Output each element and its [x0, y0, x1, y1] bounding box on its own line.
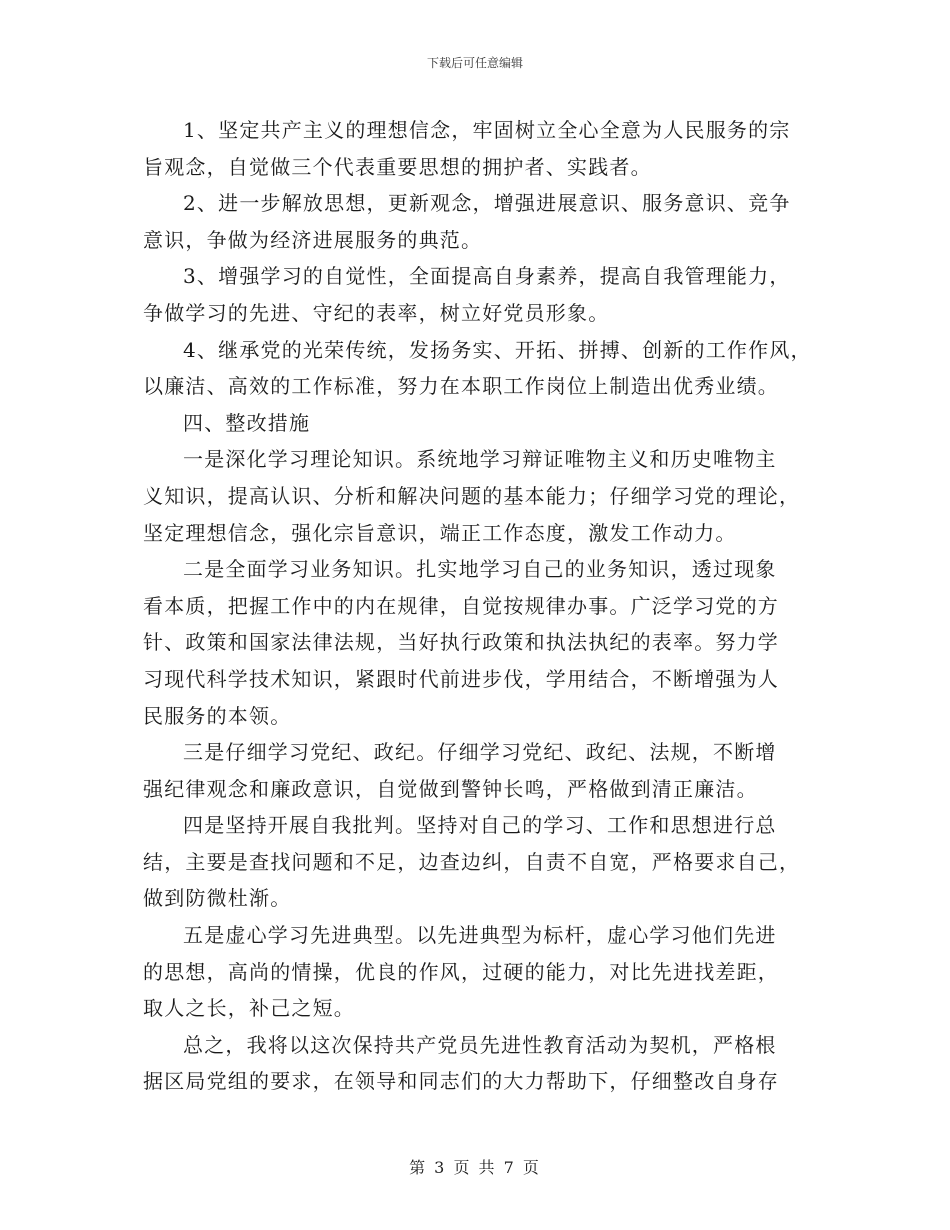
- paragraph-line: 做到防微杜渐。: [143, 886, 292, 911]
- paragraph-line: 三是仔细学习党纪、政纪。仔细学习党纪、政纪、法规，不断增: [183, 740, 777, 765]
- page-header: 下载后可任意编辑: [426, 56, 523, 70]
- paragraph-line: 以廉洁、高效的工作标准，努力在本职工作岗位上制造出优秀业绩。: [143, 374, 779, 399]
- paragraph-line: 习现代科学技术知识，紧跟时代前进步伐，学用结合，不断增强为人: [143, 666, 779, 691]
- paragraph-line: 结，主要是查找问题和不足，边查边纠，自责不自宽，严格要求自己，: [143, 849, 801, 874]
- paragraph-line: 五是虚心学习先进典型。以先进典型为标杆，虚心学习他们先进: [183, 923, 777, 948]
- paragraph-line: 强纪律观念和廉政意识，自觉做到警钟长鸣，严格做到清正廉洁。: [143, 776, 758, 801]
- paragraph-line: 坚定理想信念，强化宗旨意识，端正工作态度，激发工作动力。: [143, 520, 737, 545]
- paragraph-line: 意识，争做为经济进展服务的典范。: [143, 227, 483, 252]
- paragraph-line: 四是坚持开展自我批判。坚持对自己的学习、工作和思想进行总: [183, 813, 777, 838]
- paragraph-line: 2、进一步解放思想，更新观念，增强进展意识、服务意识、竞争: [183, 191, 791, 216]
- page-number-footer: 第 3 页 共 7 页: [409, 1158, 541, 1177]
- paragraph-line: 4、继承党的光荣传统，发扬务实、开拓、拼搏、创新的工作作风，: [183, 337, 812, 362]
- paragraph-line: 1、坚定共产主义的理想信念，牢固树立全心全意为人民服务的宗: [183, 118, 791, 142]
- paragraph-line: 看本质，把握工作中的内在规律，自觉按规律办事。广泛学习党的方: [143, 593, 779, 618]
- paragraph-line: 的思想，高尚的情操，优良的作风，过硬的能力，对比先进找差距，: [143, 959, 779, 984]
- paragraph-line: 据区局党组的要求，在领导和同志们的大力帮助下，仔细整改自身存: [143, 1069, 779, 1094]
- paragraph-line: 总之，我将以这次保持共产党员先进性教育活动为契机，严格根: [183, 1032, 777, 1057]
- paragraph-line: 义知识，提高认识、分析和解决问题的基本能力；仔细学习党的理论，: [143, 483, 801, 508]
- paragraph-line: 旨观念，自觉做三个代表重要思想的拥护者、实践者。: [143, 154, 652, 179]
- paragraph-line: 取人之长，补己之短。: [143, 996, 355, 1021]
- document-body: [143, 112, 813, 1100]
- paragraph-line: 二是全面学习业务知识。扎实地学习自己的业务知识，透过现象: [183, 557, 777, 582]
- paragraph-line: 针、政策和国家法律法规，当好执行政策和执法执纪的表率。努力学: [143, 630, 779, 655]
- paragraph-line: 争做学习的先进、守纪的表率，树立好党员形象。: [143, 300, 610, 325]
- paragraph-line: 3、增强学习的自觉性，全面提高自身素养，提高自我管理能力，: [183, 264, 791, 289]
- section-heading: 四、整改措施: [183, 410, 311, 435]
- paragraph-line: 一是深化学习理论知识。系统地学习辩证唯物主义和历史唯物主: [183, 447, 777, 472]
- paragraph-line: 民服务的本领。: [143, 703, 292, 728]
